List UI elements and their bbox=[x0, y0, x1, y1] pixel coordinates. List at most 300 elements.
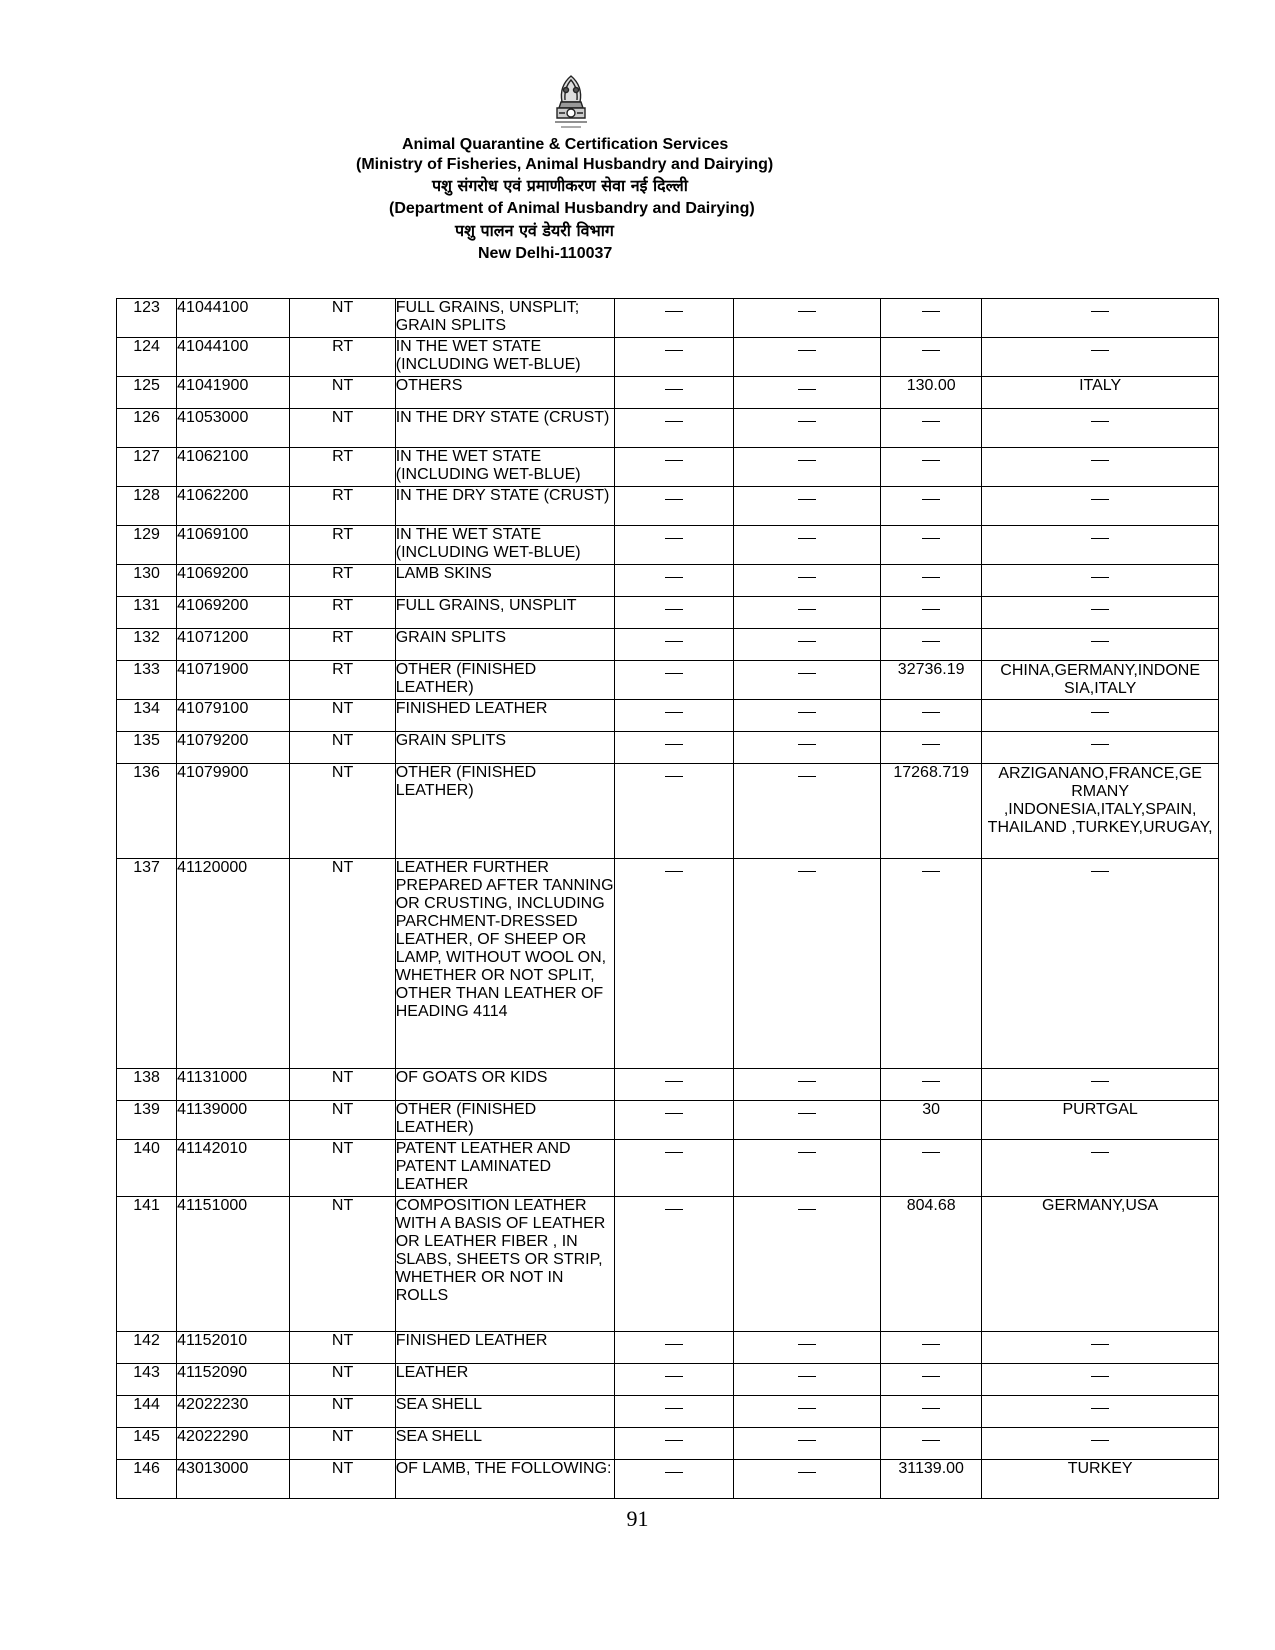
hs-code-cell: 43013000 bbox=[177, 1460, 290, 1499]
table-row bbox=[117, 732, 1219, 764]
dash-mark bbox=[1091, 1439, 1109, 1441]
dash-mark bbox=[922, 1439, 940, 1441]
description-cell: LEATHER FURTHER PREPARED AFTER TANNING OR CRUSTING, INCLUDING PARCHMENT-DRESSED LEATHER, OF SHEEP OR LAMP, WITHOUT WOOL ON, WHETHER OR NOT SPLIT, OTHER THAN LEATHER OF HEADING 4114 bbox=[395, 859, 615, 1069]
quantity-cell bbox=[881, 1069, 982, 1101]
description-cell: SEA SHELL bbox=[395, 1428, 615, 1460]
org-name: Animal Quarantine & Certification Services bbox=[402, 136, 729, 153]
quantity-cell bbox=[881, 338, 982, 377]
quantity-cell: 804.68 bbox=[881, 1197, 982, 1332]
table-row bbox=[117, 1197, 1219, 1332]
table-row bbox=[117, 1332, 1219, 1364]
dash-mark bbox=[665, 1471, 683, 1473]
table-row bbox=[117, 1069, 1219, 1101]
description-cell: OTHER (FINISHED LEATHER) bbox=[395, 764, 615, 859]
quantity-cell bbox=[881, 1364, 982, 1396]
quantity-cell bbox=[881, 700, 982, 732]
empty-value-cell bbox=[615, 1140, 733, 1197]
dash-mark bbox=[922, 1407, 940, 1409]
department-name-hindi: पशु पालन एवं डेयरी विभाग bbox=[455, 221, 614, 240]
serial-number-cell: 144 bbox=[117, 1396, 177, 1428]
serial-number-cell: 140 bbox=[117, 1140, 177, 1197]
country-cell bbox=[982, 1069, 1219, 1101]
hs-code-cell: 41062200 bbox=[177, 487, 290, 526]
tariff-type-cell: RT bbox=[290, 565, 395, 597]
empty-value-cell bbox=[615, 1460, 733, 1499]
serial-number-cell: 125 bbox=[117, 377, 177, 409]
hs-code-cell: 41053000 bbox=[177, 409, 290, 448]
quantity-cell bbox=[881, 732, 982, 764]
tariff-type-cell: RT bbox=[290, 661, 395, 700]
hs-code-cell: 41071200 bbox=[177, 629, 290, 661]
country-cell bbox=[982, 1140, 1219, 1197]
org-name-hindi: पशु संगरोध एवं प्रमाणीकरण सेवा नई दिल्ली bbox=[432, 176, 688, 195]
tariff-type-cell: NT bbox=[290, 700, 395, 732]
dash-mark bbox=[798, 640, 816, 642]
dash-mark bbox=[798, 743, 816, 745]
description-cell: FINISHED LEATHER bbox=[395, 700, 615, 732]
dash-mark bbox=[922, 310, 940, 312]
empty-value-cell bbox=[733, 338, 880, 377]
description-cell: LEATHER bbox=[395, 1364, 615, 1396]
empty-value-cell bbox=[615, 487, 733, 526]
empty-value-cell bbox=[733, 1140, 880, 1197]
description-cell: IN THE DRY STATE (CRUST) bbox=[395, 487, 615, 526]
description-cell: OTHERS bbox=[395, 377, 615, 409]
empty-value-cell bbox=[615, 661, 733, 700]
tariff-type-cell: NT bbox=[290, 1197, 395, 1332]
empty-value-cell bbox=[615, 526, 733, 565]
table-row bbox=[117, 700, 1219, 732]
empty-value-cell bbox=[733, 487, 880, 526]
country-cell: ARZIGANANO,FRANCE,GE RMANY ,INDONESIA,ITALY,SPAIN, THAILAND ,TURKEY,URUGAY, bbox=[982, 764, 1219, 859]
empty-value-cell bbox=[733, 1101, 880, 1140]
description-cell: SEA SHELL bbox=[395, 1396, 615, 1428]
dash-mark bbox=[1091, 459, 1109, 461]
quantity-cell bbox=[881, 597, 982, 629]
dash-mark bbox=[922, 459, 940, 461]
description-cell: OF GOATS OR KIDS bbox=[395, 1069, 615, 1101]
empty-value-cell bbox=[615, 338, 733, 377]
dash-mark bbox=[922, 498, 940, 500]
country-cell bbox=[982, 526, 1219, 565]
dash-mark bbox=[1091, 1080, 1109, 1082]
hs-code-cell: 41044100 bbox=[177, 338, 290, 377]
tariff-type-cell: NT bbox=[290, 409, 395, 448]
empty-value-cell bbox=[615, 732, 733, 764]
dash-mark bbox=[798, 349, 816, 351]
table-row bbox=[117, 859, 1219, 1069]
empty-value-cell bbox=[615, 1197, 733, 1332]
quantity-cell bbox=[881, 629, 982, 661]
description-cell: LAMB SKINS bbox=[395, 565, 615, 597]
dash-mark bbox=[665, 775, 683, 777]
quantity-cell: 130.00 bbox=[881, 377, 982, 409]
dash-mark bbox=[1091, 420, 1109, 422]
tariff-type-cell: NT bbox=[290, 1428, 395, 1460]
serial-number-cell: 142 bbox=[117, 1332, 177, 1364]
dash-mark bbox=[665, 1375, 683, 1377]
quantity-cell: 31139.00 bbox=[881, 1460, 982, 1499]
department-name: (Department of Animal Husbandry and Dairying) bbox=[389, 200, 755, 217]
dash-mark bbox=[665, 870, 683, 872]
country-cell bbox=[982, 565, 1219, 597]
tariff-type-cell: RT bbox=[290, 487, 395, 526]
dash-mark bbox=[922, 1343, 940, 1345]
tariff-type-cell: NT bbox=[290, 859, 395, 1069]
description-cell: OTHER (FINISHED LEATHER) bbox=[395, 661, 615, 700]
serial-number-cell: 132 bbox=[117, 629, 177, 661]
dash-mark bbox=[1091, 349, 1109, 351]
empty-value-cell bbox=[733, 409, 880, 448]
dash-mark bbox=[1091, 870, 1109, 872]
serial-number-cell: 123 bbox=[117, 299, 177, 338]
dash-mark bbox=[665, 1343, 683, 1345]
dash-mark bbox=[665, 1112, 683, 1114]
description-cell: COMPOSITION LEATHER WITH A BASIS OF LEATHER OR LEATHER FIBER , IN SLABS, SHEETS OR STRIP, WHETHER OR NOT IN ROLLS bbox=[395, 1197, 615, 1332]
dash-mark bbox=[798, 388, 816, 390]
country-cell bbox=[982, 448, 1219, 487]
hs-code-cell: 41139000 bbox=[177, 1101, 290, 1140]
empty-value-cell bbox=[615, 1101, 733, 1140]
empty-value-cell bbox=[615, 1332, 733, 1364]
tariff-type-cell: NT bbox=[290, 1396, 395, 1428]
quantity-cell bbox=[881, 1332, 982, 1364]
tariff-type-cell: NT bbox=[290, 1101, 395, 1140]
quantity-cell bbox=[881, 487, 982, 526]
dash-mark bbox=[665, 640, 683, 642]
dash-mark bbox=[922, 1151, 940, 1153]
dash-mark bbox=[665, 388, 683, 390]
hs-code-cell: 41069100 bbox=[177, 526, 290, 565]
empty-value-cell bbox=[733, 1069, 880, 1101]
table-row bbox=[117, 1364, 1219, 1396]
quantity-cell: 17268.719 bbox=[881, 764, 982, 859]
quantity-cell bbox=[881, 1428, 982, 1460]
dash-mark bbox=[922, 608, 940, 610]
dash-mark bbox=[798, 608, 816, 610]
dash-mark bbox=[1091, 1407, 1109, 1409]
quantity-cell bbox=[881, 1396, 982, 1428]
table-row bbox=[117, 299, 1219, 338]
tariff-type-cell: NT bbox=[290, 1364, 395, 1396]
country-cell bbox=[982, 1332, 1219, 1364]
import-data-table bbox=[116, 298, 1219, 1499]
hs-code-cell: 41151000 bbox=[177, 1197, 290, 1332]
dash-mark bbox=[922, 537, 940, 539]
dash-mark bbox=[798, 459, 816, 461]
dash-mark bbox=[922, 576, 940, 578]
dash-mark bbox=[665, 608, 683, 610]
empty-value-cell bbox=[733, 629, 880, 661]
tariff-type-cell: NT bbox=[290, 764, 395, 859]
country-cell bbox=[982, 1364, 1219, 1396]
serial-number-cell: 128 bbox=[117, 487, 177, 526]
dash-mark bbox=[665, 1407, 683, 1409]
serial-number-cell: 134 bbox=[117, 700, 177, 732]
dash-mark bbox=[922, 349, 940, 351]
serial-number-cell: 141 bbox=[117, 1197, 177, 1332]
quantity-cell bbox=[881, 448, 982, 487]
empty-value-cell bbox=[733, 732, 880, 764]
country-cell: CHINA,GERMANY,INDONE SIA,ITALY bbox=[982, 661, 1219, 700]
dash-mark bbox=[665, 1208, 683, 1210]
hs-code-cell: 41120000 bbox=[177, 859, 290, 1069]
dash-mark bbox=[1091, 537, 1109, 539]
hs-code-cell: 41071900 bbox=[177, 661, 290, 700]
description-cell: IN THE WET STATE (INCLUDING WET-BLUE) bbox=[395, 526, 615, 565]
empty-value-cell bbox=[733, 565, 880, 597]
serial-number-cell: 129 bbox=[117, 526, 177, 565]
page-number: 91 bbox=[626, 1506, 649, 1531]
dash-mark bbox=[798, 1343, 816, 1345]
dash-mark bbox=[798, 672, 816, 674]
dash-mark bbox=[922, 870, 940, 872]
tariff-type-cell: RT bbox=[290, 629, 395, 661]
country-cell bbox=[982, 700, 1219, 732]
tariff-type-cell: NT bbox=[290, 1069, 395, 1101]
dash-mark bbox=[798, 1208, 816, 1210]
serial-number-cell: 139 bbox=[117, 1101, 177, 1140]
dash-mark bbox=[798, 1375, 816, 1377]
hs-code-cell: 41079900 bbox=[177, 764, 290, 859]
table-row bbox=[117, 597, 1219, 629]
dash-mark bbox=[1091, 743, 1109, 745]
tariff-type-cell: NT bbox=[290, 1460, 395, 1499]
dash-mark bbox=[1091, 1343, 1109, 1345]
empty-value-cell bbox=[615, 859, 733, 1069]
serial-number-cell: 135 bbox=[117, 732, 177, 764]
dash-mark bbox=[798, 1471, 816, 1473]
empty-value-cell bbox=[615, 629, 733, 661]
table-row bbox=[117, 487, 1219, 526]
tariff-type-cell: NT bbox=[290, 1140, 395, 1197]
dash-mark bbox=[922, 640, 940, 642]
tariff-type-cell: RT bbox=[290, 597, 395, 629]
serial-number-cell: 143 bbox=[117, 1364, 177, 1396]
dash-mark bbox=[798, 420, 816, 422]
table-row bbox=[117, 1101, 1219, 1140]
description-cell: GRAIN SPLITS bbox=[395, 732, 615, 764]
hs-code-cell: 41062100 bbox=[177, 448, 290, 487]
hs-code-cell: 41152090 bbox=[177, 1364, 290, 1396]
serial-number-cell: 145 bbox=[117, 1428, 177, 1460]
dash-mark bbox=[798, 1151, 816, 1153]
country-cell: PURTGAL bbox=[982, 1101, 1219, 1140]
empty-value-cell bbox=[615, 597, 733, 629]
dash-mark bbox=[1091, 1375, 1109, 1377]
empty-value-cell bbox=[615, 1364, 733, 1396]
serial-number-cell: 133 bbox=[117, 661, 177, 700]
hs-code-cell: 41079200 bbox=[177, 732, 290, 764]
hs-code-cell: 41142010 bbox=[177, 1140, 290, 1197]
dash-mark bbox=[798, 1439, 816, 1441]
dash-mark bbox=[1091, 640, 1109, 642]
dash-mark bbox=[798, 310, 816, 312]
empty-value-cell bbox=[733, 859, 880, 1069]
dash-mark bbox=[922, 1080, 940, 1082]
hs-code-cell: 41079100 bbox=[177, 700, 290, 732]
country-cell: ITALY bbox=[982, 377, 1219, 409]
empty-value-cell bbox=[615, 1396, 733, 1428]
hs-code-cell: 42022290 bbox=[177, 1428, 290, 1460]
hs-code-cell: 42022230 bbox=[177, 1396, 290, 1428]
empty-value-cell bbox=[733, 299, 880, 338]
country-cell bbox=[982, 597, 1219, 629]
empty-value-cell bbox=[615, 377, 733, 409]
empty-value-cell bbox=[615, 764, 733, 859]
country-cell bbox=[982, 409, 1219, 448]
serial-number-cell: 126 bbox=[117, 409, 177, 448]
quantity-cell: 32736.19 bbox=[881, 661, 982, 700]
table-row bbox=[117, 661, 1219, 700]
tariff-type-cell: NT bbox=[290, 1332, 395, 1364]
dash-mark bbox=[665, 672, 683, 674]
serial-number-cell: 138 bbox=[117, 1069, 177, 1101]
table-row bbox=[117, 377, 1219, 409]
hs-code-cell: 41069200 bbox=[177, 597, 290, 629]
empty-value-cell bbox=[733, 700, 880, 732]
description-cell: GRAIN SPLITS bbox=[395, 629, 615, 661]
dash-mark bbox=[798, 870, 816, 872]
table-row bbox=[117, 764, 1219, 859]
empty-value-cell bbox=[615, 409, 733, 448]
serial-number-cell: 124 bbox=[117, 338, 177, 377]
hs-code-cell: 41131000 bbox=[177, 1069, 290, 1101]
table-row bbox=[117, 338, 1219, 377]
dash-mark bbox=[798, 775, 816, 777]
dash-mark bbox=[665, 420, 683, 422]
table-row bbox=[117, 526, 1219, 565]
table-row bbox=[117, 1460, 1219, 1499]
table-row bbox=[117, 448, 1219, 487]
quantity-cell bbox=[881, 299, 982, 338]
country-cell bbox=[982, 1428, 1219, 1460]
country-cell bbox=[982, 299, 1219, 338]
empty-value-cell bbox=[733, 1396, 880, 1428]
dash-mark bbox=[665, 1080, 683, 1082]
serial-number-cell: 136 bbox=[117, 764, 177, 859]
empty-value-cell bbox=[615, 299, 733, 338]
quantity-cell bbox=[881, 1140, 982, 1197]
quantity-cell bbox=[881, 526, 982, 565]
tariff-type-cell: RT bbox=[290, 526, 395, 565]
dash-mark bbox=[1091, 608, 1109, 610]
dash-mark bbox=[665, 498, 683, 500]
description-cell: FINISHED LEATHER bbox=[395, 1332, 615, 1364]
address: New Delhi-110037 bbox=[478, 245, 613, 262]
empty-value-cell bbox=[733, 1364, 880, 1396]
dash-mark bbox=[798, 498, 816, 500]
empty-value-cell bbox=[733, 1332, 880, 1364]
dash-mark bbox=[665, 349, 683, 351]
tariff-type-cell: RT bbox=[290, 448, 395, 487]
quantity-cell: 30 bbox=[881, 1101, 982, 1140]
empty-value-cell bbox=[733, 1197, 880, 1332]
dash-mark bbox=[798, 576, 816, 578]
empty-value-cell bbox=[733, 764, 880, 859]
quantity-cell bbox=[881, 565, 982, 597]
serial-number-cell: 146 bbox=[117, 1460, 177, 1499]
country-cell bbox=[982, 487, 1219, 526]
empty-value-cell bbox=[615, 1428, 733, 1460]
dash-mark bbox=[665, 1439, 683, 1441]
empty-value-cell bbox=[615, 448, 733, 487]
serial-number-cell: 131 bbox=[117, 597, 177, 629]
hs-code-cell: 41069200 bbox=[177, 565, 290, 597]
empty-value-cell bbox=[615, 1069, 733, 1101]
empty-value-cell bbox=[733, 448, 880, 487]
table-row bbox=[117, 565, 1219, 597]
description-cell: FULL GRAINS, UNSPLIT; GRAIN SPLITS bbox=[395, 299, 615, 338]
dash-mark bbox=[922, 743, 940, 745]
empty-value-cell bbox=[733, 1428, 880, 1460]
serial-number-cell: 137 bbox=[117, 859, 177, 1069]
national-emblem-icon bbox=[549, 72, 593, 138]
country-cell bbox=[982, 859, 1219, 1069]
empty-value-cell bbox=[733, 661, 880, 700]
dash-mark bbox=[1091, 310, 1109, 312]
table-row bbox=[117, 409, 1219, 448]
dash-mark bbox=[798, 1080, 816, 1082]
country-cell bbox=[982, 732, 1219, 764]
table-row bbox=[117, 629, 1219, 661]
dash-mark bbox=[798, 1407, 816, 1409]
quantity-cell bbox=[881, 859, 982, 1069]
tariff-type-cell: NT bbox=[290, 732, 395, 764]
description-cell: FULL GRAINS, UNSPLIT bbox=[395, 597, 615, 629]
table-row bbox=[117, 1140, 1219, 1197]
hs-code-cell: 41044100 bbox=[177, 299, 290, 338]
country-cell bbox=[982, 1396, 1219, 1428]
dash-mark bbox=[665, 743, 683, 745]
tariff-type-cell: NT bbox=[290, 299, 395, 338]
dash-mark bbox=[665, 711, 683, 713]
dash-mark bbox=[922, 1375, 940, 1377]
description-cell: IN THE WET STATE (INCLUDING WET-BLUE) bbox=[395, 448, 615, 487]
table-row bbox=[117, 1428, 1219, 1460]
description-cell: IN THE DRY STATE (CRUST) bbox=[395, 409, 615, 448]
description-cell: IN THE WET STATE (INCLUDING WET-BLUE) bbox=[395, 338, 615, 377]
dash-mark bbox=[798, 537, 816, 539]
empty-value-cell bbox=[733, 597, 880, 629]
dash-mark bbox=[1091, 1151, 1109, 1153]
description-cell: OTHER (FINISHED LEATHER) bbox=[395, 1101, 615, 1140]
dash-mark bbox=[1091, 711, 1109, 713]
dash-mark bbox=[922, 711, 940, 713]
country-cell: GERMANY,USA bbox=[982, 1197, 1219, 1332]
dash-mark bbox=[665, 310, 683, 312]
dash-mark bbox=[922, 420, 940, 422]
tariff-type-cell: RT bbox=[290, 338, 395, 377]
serial-number-cell: 130 bbox=[117, 565, 177, 597]
empty-value-cell bbox=[615, 565, 733, 597]
tariff-type-cell: NT bbox=[290, 377, 395, 409]
hs-code-cell: 41041900 bbox=[177, 377, 290, 409]
dash-mark bbox=[665, 459, 683, 461]
quantity-cell bbox=[881, 409, 982, 448]
dash-mark bbox=[798, 1112, 816, 1114]
country-cell bbox=[982, 338, 1219, 377]
empty-value-cell bbox=[615, 700, 733, 732]
hs-code-cell: 41152010 bbox=[177, 1332, 290, 1364]
dash-mark bbox=[1091, 498, 1109, 500]
description-cell: OF LAMB, THE FOLLOWING: bbox=[395, 1460, 615, 1499]
table-row bbox=[117, 1396, 1219, 1428]
dash-mark bbox=[665, 1151, 683, 1153]
empty-value-cell bbox=[733, 1460, 880, 1499]
ministry-name: (Ministry of Fisheries, Animal Husbandry and Dairying) bbox=[356, 156, 774, 173]
dash-mark bbox=[665, 576, 683, 578]
